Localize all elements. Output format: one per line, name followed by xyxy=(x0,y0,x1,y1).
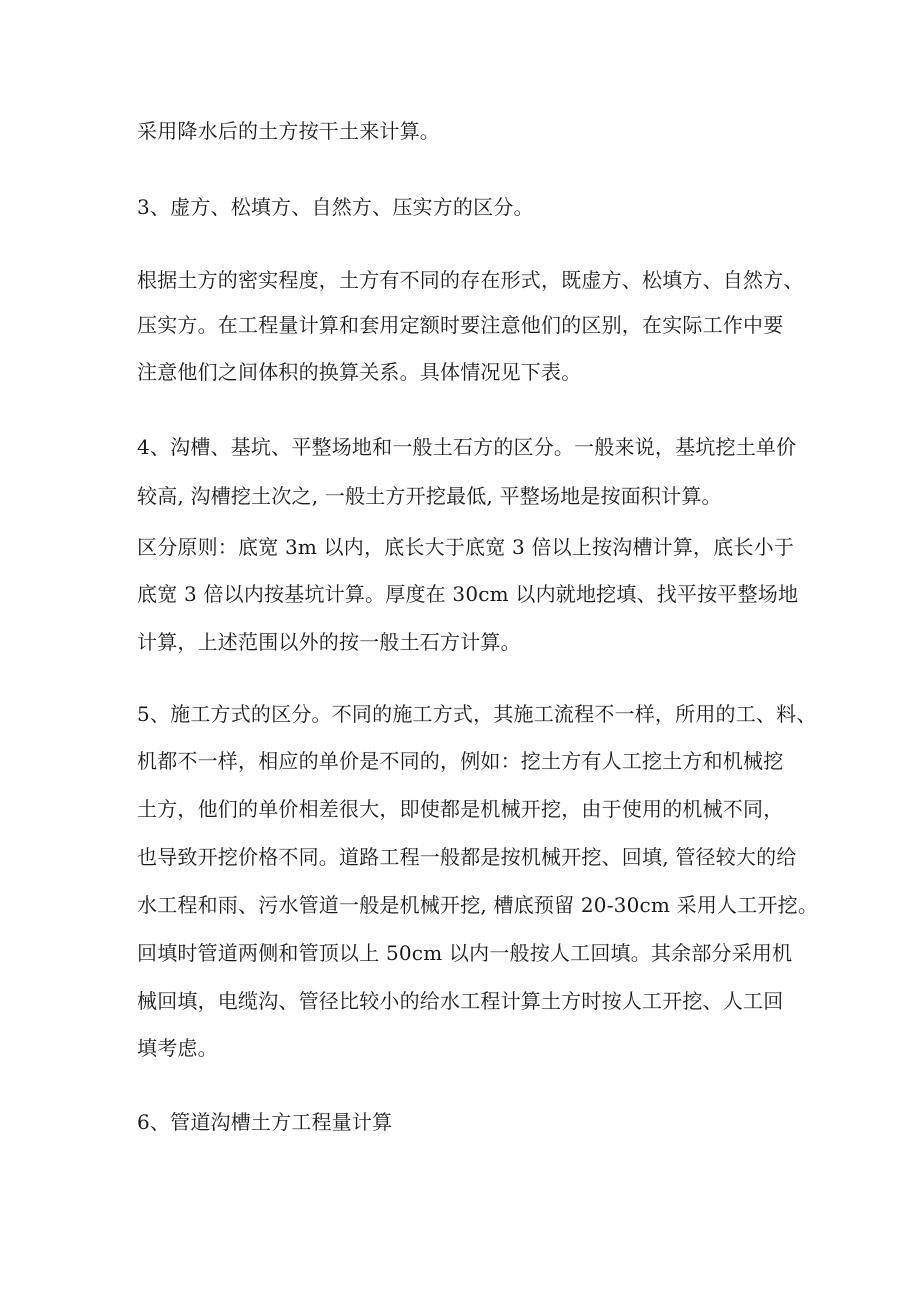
text-line-8: 区分原则：底宽 3m 以内，底长大于底宽 3 倍以上按沟槽计算，底长小于 xyxy=(137,535,795,559)
text-line-6: 4、沟槽、基坑、平整场地和一般土石方的区分。一般来说，基坑挖土单价 xyxy=(137,435,797,459)
text-line-19: 6、管道沟槽土方工程量计算 xyxy=(137,1110,393,1134)
text-line-16: 回填时管道两侧和管顶以上 50cm 以内一般按人工回填。其余部分采用机 xyxy=(137,941,793,965)
text-line-2: 3、虚方、松填方、自然方、压实方的区分。 xyxy=(137,195,534,219)
text-line-17: 械回填，电缆沟、管径比较小的给水工程计算土方时按人工开挖、人工回 xyxy=(137,989,784,1013)
text-line-11: 5、施工方式的区分。不同的施工方式，其施工流程不一样，所用的工、料、 xyxy=(137,702,817,726)
text-line-10: 计算，上述范围以外的按一般土石方计算。 xyxy=(137,630,521,654)
text-line-14: 也导致开挖价格不同。道路工程一般都是按机械开挖、回填, 管径较大的给 xyxy=(137,845,797,869)
text-line-4: 压实方。在工程量计算和套用定额时要注意他们的区别，在实际工作中要 xyxy=(137,313,784,337)
text-line-18: 填考虑。 xyxy=(137,1036,218,1060)
text-line-7: 较高, 沟槽挖土次之, 一般土方开挖最低, 平整场地是按面积计算。 xyxy=(137,484,722,508)
text-line-5: 注意他们之间体积的换算关系。具体情况见下表。 xyxy=(137,360,582,384)
text-line-1: 采用降水后的土方按干土来计算。 xyxy=(137,119,440,143)
text-line-3: 根据土方的密实程度，土方有不同的存在形式，既虚方、松填方、自然方、 xyxy=(137,268,804,292)
text-line-9: 底宽 3 倍以内按基坑计算。厚度在 30cm 以内就地挖填、找平按平整场地 xyxy=(137,582,799,606)
text-line-15: 水工程和雨、污水管道一般是机械开挖, 槽底预留 20-30cm 采用人工开挖。 xyxy=(137,893,819,917)
text-line-12: 机都不一样，相应的单价是不同的，例如：挖土方有人工挖土方和机械挖 xyxy=(137,749,784,773)
text-line-13: 土方，他们的单价相差很大，即使都是机械开挖，由于使用的机械不同， xyxy=(137,797,784,821)
